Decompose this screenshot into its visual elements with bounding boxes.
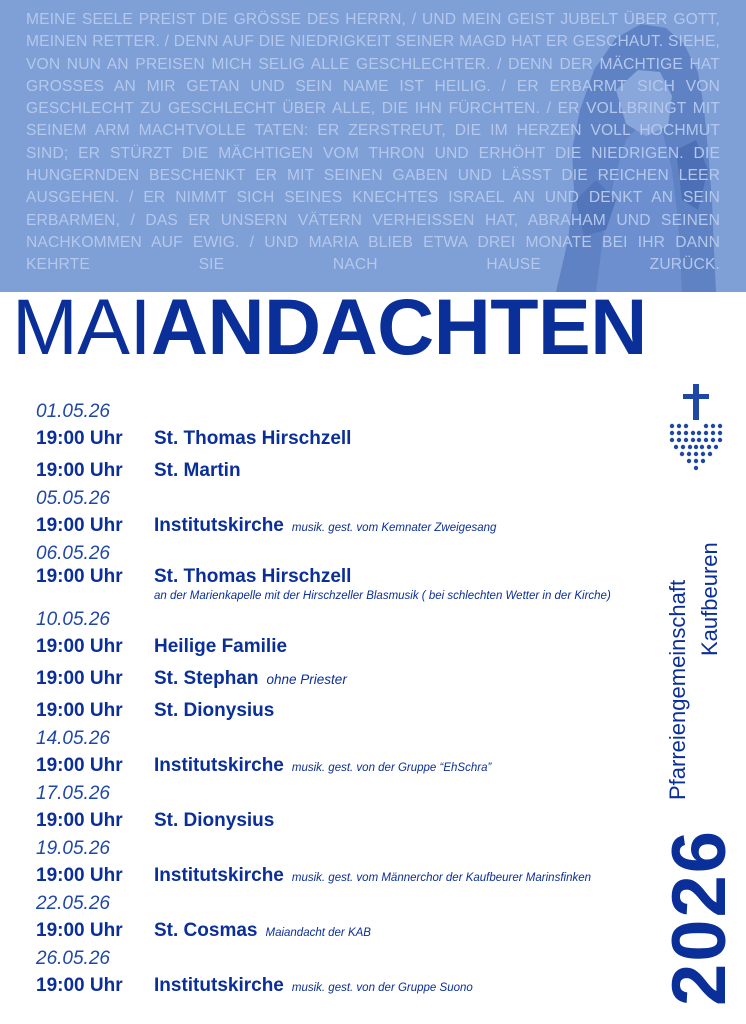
date-label: 10.05.26: [36, 609, 110, 630]
event-place: St. Thomas Hirschzell: [154, 566, 352, 587]
event-time: 19:00 Uhr: [36, 865, 123, 886]
city-name: Kaufbeuren: [697, 542, 722, 656]
event-row: [36, 510, 656, 542]
event-row: [36, 860, 656, 892]
event-note: Maiandacht der KAB: [265, 927, 371, 939]
event-time: 19:00 Uhr: [36, 636, 123, 657]
date-label: 05.05.26: [36, 488, 110, 509]
event-note: musik. gest. von der Gruppe “EhSchra”: [291, 762, 492, 774]
date-label: 01.05.26: [36, 401, 110, 422]
event-row: [36, 750, 656, 782]
event-note: ohne Priester: [266, 672, 347, 687]
title-part-andachten: ANDACHTEN: [150, 282, 647, 371]
event-row: [36, 565, 656, 588]
event-time: 19:00 Uhr: [36, 755, 123, 776]
event-place: St. Thomas Hirschzell: [154, 428, 352, 449]
event-place: Institutskirche: [154, 515, 284, 536]
event-time: 19:00 Uhr: [36, 515, 123, 536]
event-row: [36, 915, 656, 947]
parish-name: Pfarreiengemeinschaft: [665, 579, 690, 800]
event-subnote: an der Marienkapelle mit der Hirschzeller Blasmusik ( bei schlechten Wetter in der Kirche): [154, 590, 611, 602]
magnificat-text: MEINE SEELE PREIST DIE GRÖSSE DES HERRN, / UND MEIN GEIST JUBELT ÜBER GOTT, MEINEN RETTER. / DENN AUF DIE NIEDRIGKEIT SEINER MAGD HAT ER GESCHAUT. SIEHE, VON NUN AN PREISEN MICH SELIG ALLE GESCHLECHTER. / DENN DER MÄCHTIGE HAT GROSSES AN MIR GETAN UND SEIN NAME IST HEILIG. / ER ERBARMT SICH VON GESCHLECHT ZU GESCHLECHT ÜBER ALLE, DIE IHN FÜRCHTEN. / ER VOLLBRINGT MIT SEINEM ARM MACHTVOLLE TATEN: ER ZERSTREUT, DIE IM HERZEN VOLL HOCHMUT SIND; ER STÜRZT DIE MÄCHTIGEN VOM THRON UND ERHÖHT DIE NIEDRIGEN. DIE HUNGERNDEN BESCHENKT ER MIT SEINEN GABEN UND LÄSST DIE REICHEN LEER AUSGEHEN. / ER NIMMT SICH SEINES KNECHTES ISRAEL AN UND DENKT AN SEIN ERBARMEN, / DAS ER UNSERN VÄTERN VERHEISSEN HAT, ABRAHAM UND SEINEN NACHKOMMEN AUF EWIG. / UND MARIA BLIEB ETWA DREI MONATE BEI IHR DANN KEHRTE SIE NACH HAUSE ZURÜCK.: [26, 11, 720, 274]
date-label: 14.05.26: [36, 728, 110, 749]
event-row: [36, 695, 656, 727]
event-time: 19:00 Uhr: [36, 428, 123, 449]
event-time: 19:00 Uhr: [36, 810, 123, 831]
event-time: 19:00 Uhr: [36, 566, 123, 587]
date-label: 22.05.26: [36, 893, 110, 914]
event-place: St. Cosmas: [154, 920, 258, 941]
event-place: St. Dionysius: [154, 810, 275, 831]
event-row: [36, 423, 656, 455]
hero-banner: [0, 0, 746, 292]
title-part-mai: MAI: [12, 282, 151, 371]
event-place: St. Martin: [154, 460, 241, 481]
event-time: 19:00 Uhr: [36, 668, 123, 689]
event-row: [36, 970, 656, 1002]
event-place: Heilige Familie: [154, 636, 288, 657]
year-label: 2026: [657, 828, 742, 1006]
page-title: [12, 282, 734, 371]
event-note: musik. gest. vom Männerchor der Kaufbeurer Marinsfinken: [291, 872, 592, 884]
event-place: Institutskirche: [154, 755, 284, 776]
event-row: [36, 663, 656, 695]
date-label: 19.05.26: [36, 838, 110, 859]
event-row: [36, 631, 656, 663]
event-place: St. Stephan: [154, 668, 259, 689]
date-label: 06.05.26: [36, 543, 110, 564]
event-row: [36, 455, 656, 487]
event-place: Institutskirche: [154, 975, 284, 996]
event-place: St. Dionysius: [154, 700, 275, 721]
event-row: [36, 805, 656, 837]
event-note: musik. gest. vom Kemnater Zweigesang: [291, 522, 497, 534]
event-place: Institutskirche: [154, 865, 284, 886]
date-label: 17.05.26: [36, 783, 110, 804]
event-time: 19:00 Uhr: [36, 920, 123, 941]
schedule-list: [36, 400, 656, 1002]
cross-dots-logo-icon: [666, 384, 726, 476]
event-time: 19:00 Uhr: [36, 700, 123, 721]
event-time: 19:00 Uhr: [36, 460, 123, 481]
event-time: 19:00 Uhr: [36, 975, 123, 996]
date-label: 26.05.26: [36, 948, 110, 969]
event-note: musik. gest. von der Gruppe Suono: [291, 982, 473, 994]
